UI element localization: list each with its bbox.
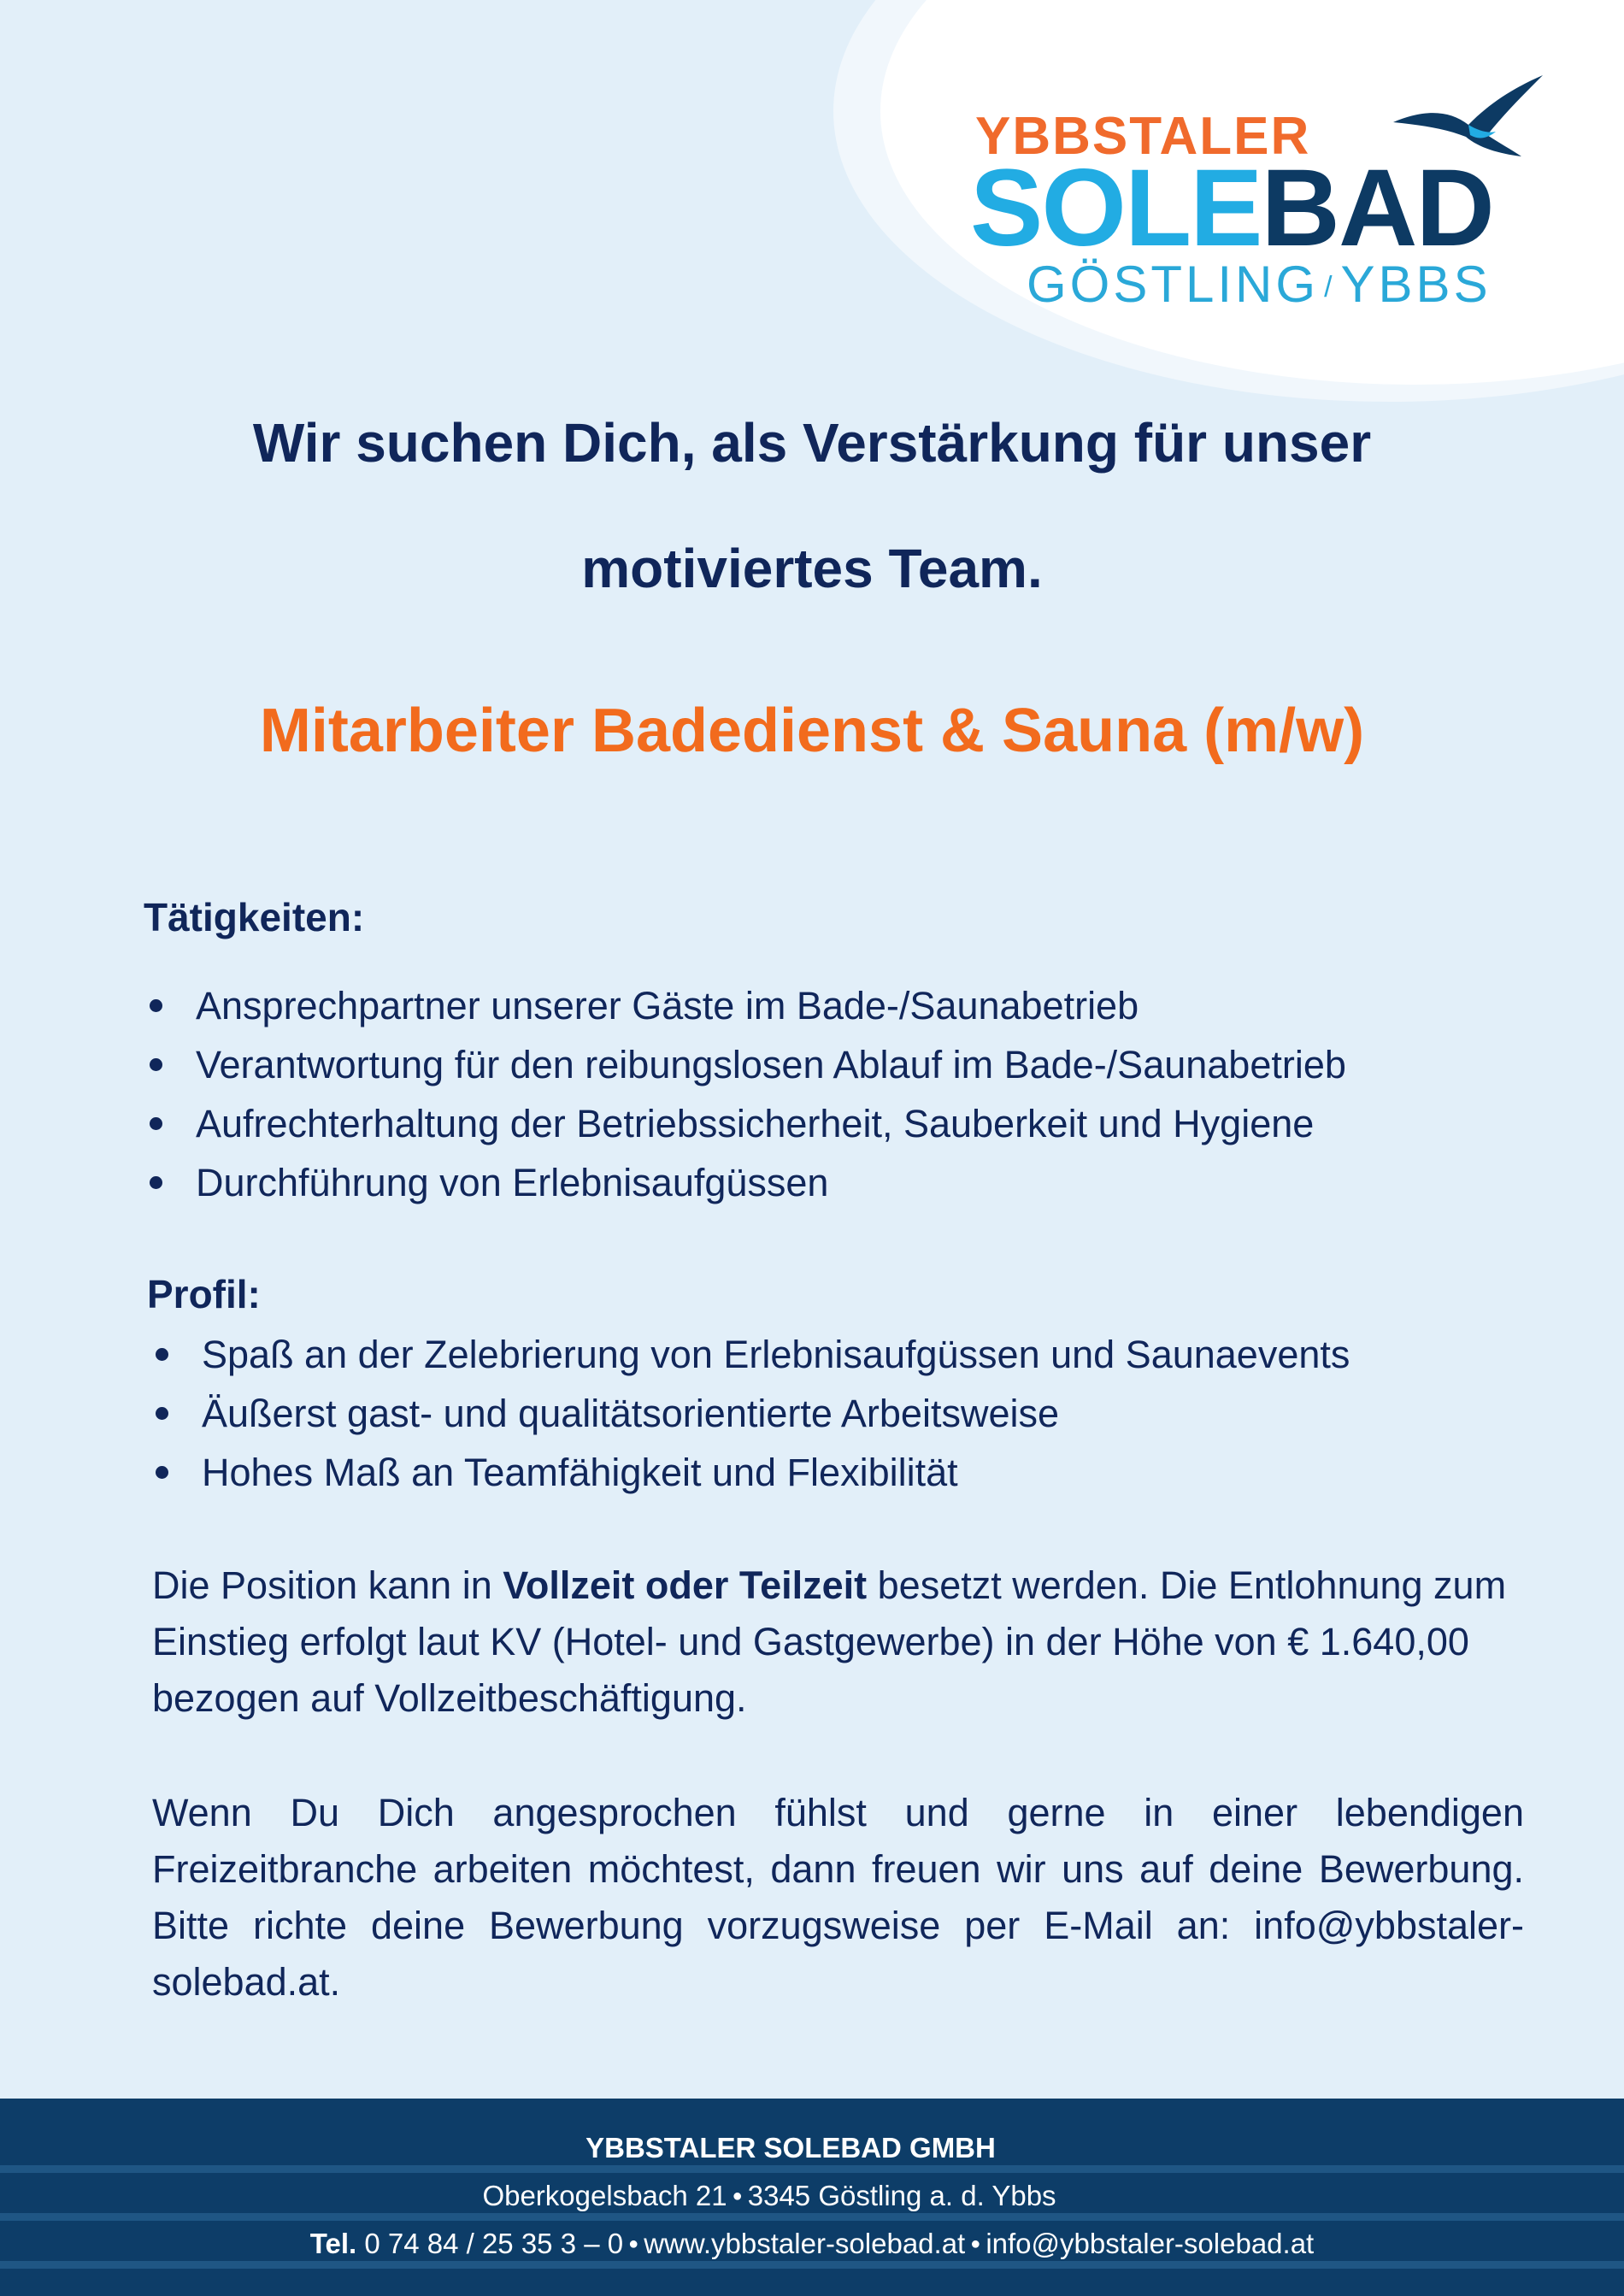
position-emphasis: Vollzeit oder Teilzeit	[503, 1563, 868, 1607]
tasks-list	[148, 976, 1346, 1212]
profile-list	[154, 1325, 1350, 1502]
footer-stripe	[0, 2213, 1624, 2221]
bullet-icon	[150, 1058, 162, 1071]
position-text-after: besetzt werden. Die Entlohnung zum Einstieg erfolgt laut KV (Hotel- und Gastgewerbe) in der Höhe von € 1.640,00 bezogen auf Vollzeitbeschäftigung.	[152, 1563, 1507, 1720]
bullet-icon	[156, 1348, 168, 1361]
footer-website-link[interactable]: www.ybbstaler-solebad.at	[644, 2228, 966, 2259]
footer	[0, 2099, 1624, 2296]
footer-address	[0, 2179, 1581, 2213]
list-item	[148, 976, 1346, 1035]
footer-separator: ●	[970, 2234, 981, 2253]
logo-location-separator: /	[1324, 271, 1336, 303]
position-paragraph	[152, 1557, 1524, 1727]
footer-phone: 0 74 84 / 25 35 3 – 0	[364, 2228, 624, 2259]
list-item	[148, 1153, 1346, 1212]
bullet-icon	[150, 1117, 162, 1130]
list-item	[154, 1384, 1350, 1443]
footer-street: Oberkogelsbach 21	[482, 2180, 727, 2211]
logo-top-text: YBBSTALER	[975, 107, 1311, 166]
list-item-text: Durchführung von Erlebnisaufgüssen	[196, 1161, 829, 1204]
list-item-text: Hohes Maß an Teamfähigkeit und Flexibilität	[202, 1451, 958, 1494]
list-item-text: Aufrechterhaltung der Betriebssicherheit, Sauberkeit und Hygiene	[196, 1102, 1315, 1145]
footer-separator: ●	[628, 2234, 639, 2253]
footer-phone-label: Tel.	[309, 2228, 357, 2259]
list-item-text: Verantwortung für den reibungslosen Ablauf im Bade-/Saunabetrieb	[196, 1043, 1346, 1086]
application-paragraph: Wenn Du Dich angesprochen fühlst und gerne in einer lebendigen Freizeitbranche arbeiten möchtest, dann freuen wir uns auf deine Bewerbung. Bitte richte deine Bewerbung vorzugsweise per E-Mail an: info@ybbstaler-solebad.at.	[152, 1791, 1524, 2004]
list-item	[148, 1094, 1346, 1153]
headline-line-1: Wir suchen Dich, als Verstärkung für unser	[252, 412, 1372, 474]
bullet-icon	[156, 1466, 168, 1479]
logo-location-right: YBBS	[1340, 256, 1492, 313]
logo-main-text	[970, 147, 1493, 269]
bullet-icon	[150, 999, 162, 1012]
list-item	[148, 1035, 1346, 1094]
solebad-logo	[970, 75, 1551, 315]
footer-contact	[0, 2227, 1624, 2261]
logo-sole-text: SOLE	[970, 147, 1262, 269]
list-item-text: Ansprechpartner unserer Gäste im Bade-/Saunabetrieb	[196, 984, 1139, 1027]
footer-company: YBBSTALER SOLEBAD GMBH	[585, 2132, 996, 2164]
list-item-text: Äußerst gast- und qualitätsorientierte Arbeitsweise	[202, 1392, 1060, 1435]
list-item-text: Spaß an der Zelebrierung von Erlebnisaufgüssen und Saunaevents	[202, 1333, 1350, 1376]
footer-email-link[interactable]: info@ybbstaler-solebad.at	[986, 2228, 1315, 2259]
headline	[103, 380, 1521, 632]
headline-line-2: motiviertes Team.	[581, 538, 1043, 599]
list-item	[154, 1325, 1350, 1384]
job-title: Mitarbeiter Badedienst & Sauna (m/w)	[259, 697, 1365, 765]
tasks-heading: Tätigkeiten:	[144, 895, 365, 939]
position-text-before: Die Position kann in	[152, 1563, 503, 1607]
footer-stripe	[0, 2261, 1624, 2269]
footer-separator: ●	[732, 2187, 743, 2205]
logo-location-text	[1027, 255, 1492, 314]
bullet-icon	[156, 1407, 168, 1420]
bullet-icon	[150, 1176, 162, 1189]
list-item	[154, 1443, 1350, 1502]
logo-location-left: GÖSTLING	[1027, 256, 1320, 313]
footer-city: 3345 Göstling a. d. Ybbs	[747, 2180, 1056, 2211]
logo-bad-text: BAD	[1261, 147, 1493, 269]
profile-heading: Profil:	[147, 1272, 261, 1316]
footer-stripe	[0, 2165, 1624, 2173]
